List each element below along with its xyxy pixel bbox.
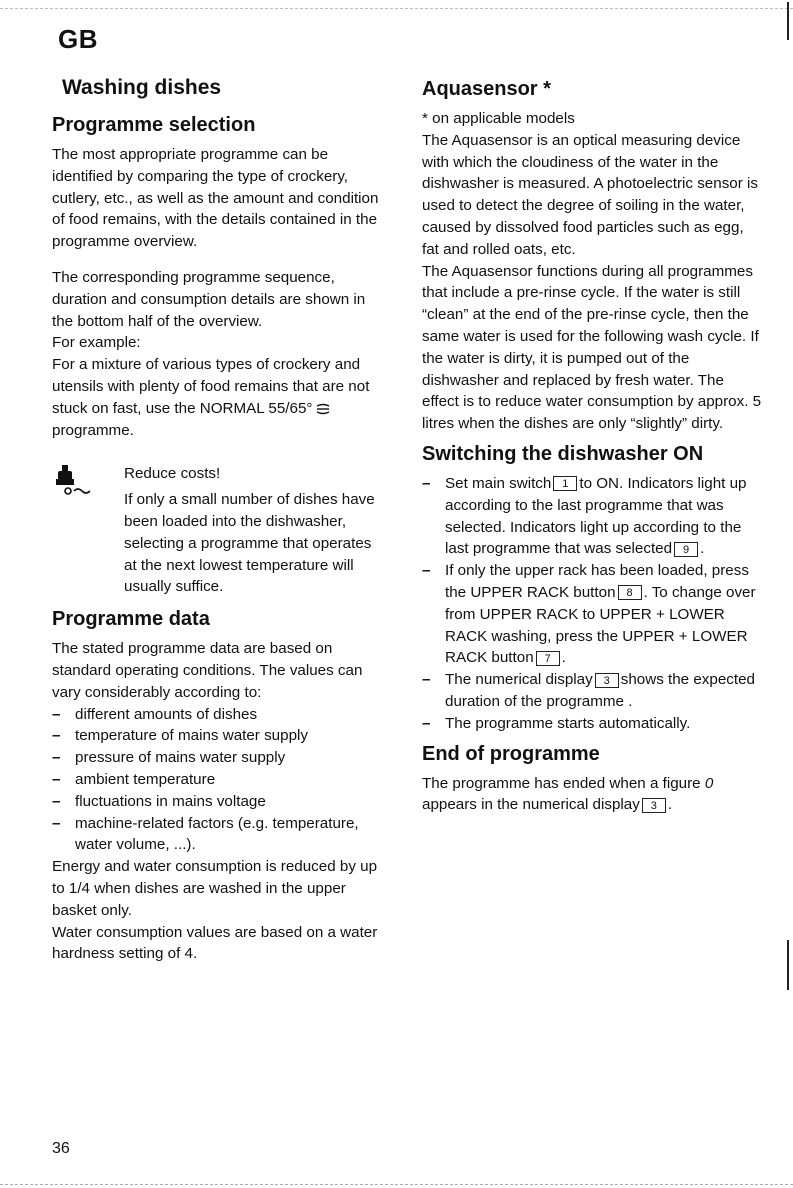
water-hardness-text: Water consumption values are based on a water hardness setting of 4.	[52, 923, 378, 963]
indicator-box: 3	[595, 673, 619, 688]
bottom-cut-line	[0, 1184, 793, 1186]
tip-body: If only a small number of dishes have been loaded into the dishwasher, selecting a programme that operates at the next lowest temperature will usually suffice.	[124, 491, 375, 596]
edge-mark	[787, 2, 789, 40]
switch-on-steps	[422, 473, 762, 735]
list-item: – pressure of mains water supply	[52, 747, 388, 769]
country-code: GB	[58, 24, 98, 54]
indicator-box: 3	[642, 798, 666, 813]
example-programme: NORMAL 55/65°	[199, 399, 313, 417]
right-column	[422, 74, 762, 816]
conditions-list	[52, 704, 388, 857]
list-item: – The numerical display 3 shows the expected duration of the programme .	[422, 669, 762, 713]
example-text: For a mixture of various types of crockery and utensils with plenty of food remains that are not stuck on fast, use the NORMAL 55/65°programme.	[52, 356, 370, 439]
programme-data-heading: Programme data	[52, 608, 210, 631]
indicator-box: 9	[674, 542, 698, 557]
list-item: – temperature of mains water supply	[52, 725, 388, 747]
list-item: – machine-related factors (e.g. temperature, water volume, ...).	[52, 813, 388, 857]
switch-on-heading: Switching the dishwasher ON	[422, 442, 704, 465]
aquasensor-note: * on applicable models	[422, 110, 575, 127]
aquasensor-heading: Aquasensor *	[422, 78, 551, 100]
list-item: – Set main switch 1 to ON. Indicators light up according to the last programme that was selected. Indicators light up according to the last programme that was selected 9 .	[422, 473, 762, 560]
tip-title: Reduce costs!	[124, 465, 221, 483]
programme-symbol-icon	[316, 403, 330, 415]
indicator-box: 7	[536, 651, 560, 666]
programme-sequence-text: The corresponding programme sequence, duration and consumption details are shown in the bottom half of the overview.	[52, 268, 366, 330]
aquasensor-function: The Aquasensor functions during all programmes that include a pre-rinse cycle. If the water is still “clean” at the end of the pre-rinse cycle, then the same water is used for the following wash cycle. If the water is dirty, it is pumped out of the dishwasher and replaced by fresh water. The effect is to reduce water consumption by approx. 5 litres when the dishes are only “slightly” dirty.	[422, 262, 762, 433]
list-item: – different amounts of dishes	[52, 704, 388, 726]
aquasensor-description: The Aquasensor is an optical measuring device with which the cloudiness of the water in the dishwasher is measured. A photoelectric sensor is used to detect the degree of soiling in the water, caused by dissolved food particles such as egg, fat and rolled oats, etc.	[422, 131, 758, 258]
edge-mark	[787, 940, 789, 990]
list-item: – The programme starts automatically.	[422, 713, 762, 735]
end-of-programme-heading: End of programme	[422, 742, 600, 765]
left-column	[52, 74, 388, 965]
programme-selection-text: The most appropriate programme can be identified by comparing the type of crockery, cutlery, etc., as well as the amount and condition of food remains, with the details contained in the programme overview.	[52, 146, 379, 251]
programme-data-text: The stated programme data are based on standard operating conditions. The values can vary considerably according to:	[52, 640, 363, 701]
list-item: – fluctuations in mains voltage	[52, 791, 388, 813]
page-title: Washing dishes	[62, 76, 222, 99]
top-cut-line	[0, 8, 793, 10]
list-item: – If only the upper rack has been loaded, press the UPPER RACK button 8 . To change over from UPPER RACK to UPPER + LOWER RACK washing, press the UPPER + LOWER RACK button 7 .	[422, 560, 762, 669]
list-item: – ambient temperature	[52, 769, 388, 791]
example-label: For example:	[52, 334, 141, 352]
indicator-box: 1	[553, 476, 577, 491]
end-of-programme-text: The programme has ended when a figure 0 appears in the numerical display 3 .	[422, 774, 714, 814]
savings-tip-icon	[52, 463, 98, 503]
indicator-box: 8	[618, 585, 642, 600]
energy-text: Energy and water consumption is reduced by up to 1/4 when dishes are washed in the upper basket only.	[52, 858, 378, 919]
page-number: 36	[52, 1140, 70, 1157]
display-zero-glyph: 0	[704, 774, 714, 792]
cost-tip	[52, 463, 388, 598]
programme-selection-heading: Programme selection	[52, 114, 256, 136]
